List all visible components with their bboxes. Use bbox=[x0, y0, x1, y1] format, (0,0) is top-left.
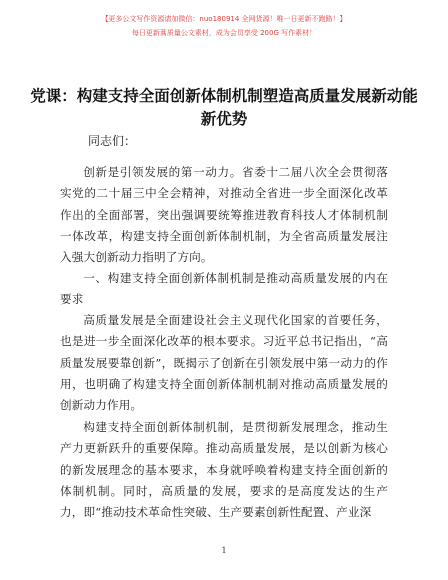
document-title: 党课：构建支持全面创新体制机制塑造高质量发展新动能新优势 bbox=[30, 86, 418, 128]
greeting: 同志们： bbox=[88, 134, 137, 148]
section-heading-1: 一、构建支持全面创新体制机制是推动高质量发展的内在要求 bbox=[60, 271, 388, 307]
banner-line-2: 每日更新蒿质量公文素材，成为会员享受 200G 写作素材！ bbox=[131, 29, 317, 37]
paragraph-institutional-mechanism: 构建支持全面创新体制机制，是贯彻新发展理念，推动生产力更新跃升的重要保障。推动高质量发展，是以创新为核心的新发展理念的基本要求，本身就呼唤着构建支持全面创新的体制机制。同时，高质量的发展，要求的是高度发达的生产力，即“推动技术革命性突破、生产要素创新性配置、产业深 bbox=[60, 420, 388, 520]
paragraph-intro: 创新是引领发展的第一动力。省委十二届八次全会贯彻落实党的二十届三中全会精神，对推动全省进一步全面深化改革作出的全面部署，突出强调要统筹推进教育科技人才体制机制一体改革，构建支持全面创新体制机制，为全省高质量发展注入强大创新动力指明了方向。 bbox=[60, 165, 388, 265]
paragraph-quality-development: 高质量发展是全面建设社会主义现代化国家的首要任务，也是进一步全面深化改革的根本要求。习近平总书记指出，“高质量发展要靠创新”，既揭示了创新在引领发展中第一动力的作用，也明确了构建支持全面创新体制机制对推动高质量发展的创新动力作用。 bbox=[60, 313, 388, 413]
banner-line-1: 【更多公文写作资源请加微信：nuo180914 全网货源！唯一日更新不跑路！】 bbox=[101, 15, 347, 23]
page-number: 1 bbox=[221, 546, 227, 555]
